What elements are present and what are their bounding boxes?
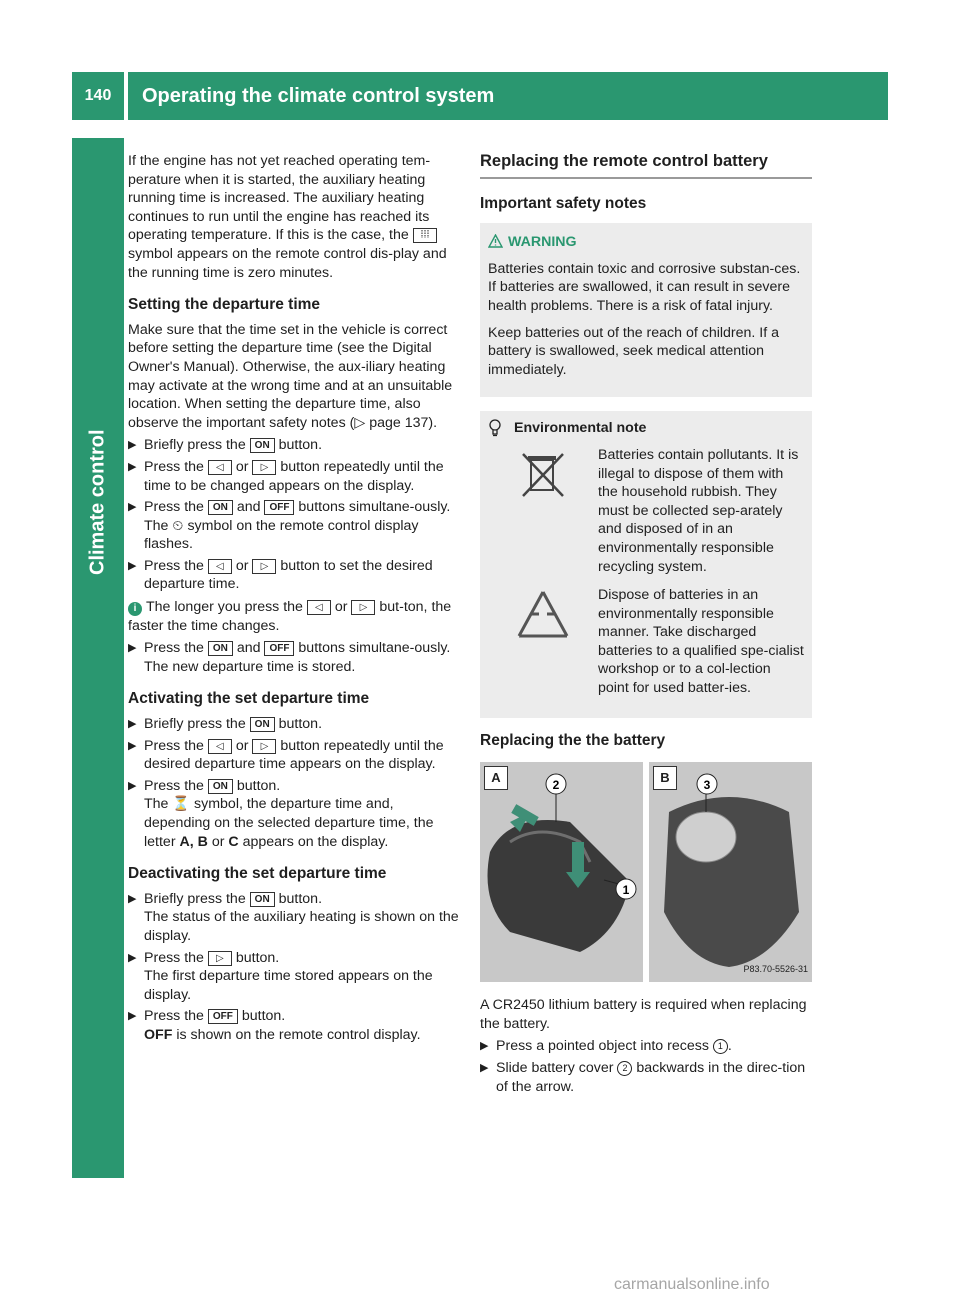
- left-column: [128, 152, 460, 1048]
- step-setting-3: ▶ Press the ON and OFF buttons simultane-ously. The ⏲ symbol on the remote control display flashes.: [128, 499, 451, 553]
- on-key: ON: [208, 500, 233, 515]
- heater-symbol-icon: [413, 228, 437, 243]
- step-activate-3: ▶ Press the ON button. The ⏳ symbol, the departure time and, depending on the selected departure time, the letter A, B or C appears on the display.: [128, 777, 434, 850]
- step-setting-2: ▶ Press the ◁ or ▷ button repeatedly until the time to be changed appears on the display.: [128, 458, 444, 494]
- step-arrow-icon: ▶: [128, 739, 137, 752]
- step-arrow-icon: ▶: [128, 501, 137, 514]
- info-icon: i: [128, 602, 142, 616]
- step-replace-2: ▶ Slide battery cover 2 backwards in the direc-tion of the arrow.: [480, 1060, 806, 1095]
- callout-3: 3: [703, 778, 711, 793]
- triangle-ref-icon: ▷: [354, 414, 366, 431]
- step-arrow-icon: ▶: [128, 951, 137, 964]
- step-arrow-icon: ▶: [128, 460, 137, 473]
- clock-icon: ⏲: [172, 517, 184, 534]
- env-text-1: Batteries contain pollutants. It is illegal to dispose of them with the household rubbish. They must be collected sep-arately and disposed of in an environmentally responsible recycling system.: [598, 446, 799, 575]
- warning-box: [480, 223, 812, 397]
- heading-replacing-remote: Replacing the remote control battery: [480, 152, 812, 179]
- step-deactivate-2: ▶ Press the ▷ button. The first departure time stored appears on the display.: [128, 949, 433, 1003]
- heading-activating: Activating the set departure time: [128, 690, 370, 708]
- right-key: ▷: [252, 559, 276, 574]
- left-key: ◁: [208, 460, 232, 475]
- page-title: Operating the climate control system: [128, 72, 888, 120]
- on-key: ON: [208, 779, 233, 794]
- callout-1: 1: [622, 883, 630, 898]
- step-arrow-icon: ▶: [128, 892, 137, 905]
- battery-figure: [480, 762, 812, 982]
- heading-battery: Replacing the the battery: [480, 731, 666, 749]
- step-arrow-icon: ▶: [128, 559, 137, 572]
- warning-text-1: Batteries contain toxic and corrosive substan-ces. If batteries are swallowed, it can result in severe health problems. There is a risk of fatal injury.: [488, 260, 801, 314]
- step-activate-1: ▶ Briefly press the ON button.: [128, 716, 323, 733]
- info-note: i The longer you press the ◁ or ▷ but-ton, the faster the time changes.: [128, 599, 452, 634]
- step-arrow-icon: ▶: [128, 1010, 137, 1023]
- intro-paragraph: If the engine has not yet reached operating tem-perature when it is started, the auxiliary heating running time is increased. The auxiliary heating continues to run until the engine has reached its operating temperature. If this is the case, the symbol appears on the remote control dis-play and the running time is zero minutes.: [128, 153, 447, 281]
- step-activate-2: ▶ Press the ◁ or ▷ button repeatedly until the desired departure time appears on the display.: [128, 737, 444, 773]
- env-title: Environmental note: [488, 419, 804, 438]
- page-number: 140: [72, 72, 124, 120]
- figure-panel-a: [480, 762, 643, 982]
- callout-ref-1: 1: [713, 1039, 728, 1054]
- on-key: ON: [208, 641, 233, 656]
- off-key: OFF: [264, 500, 294, 515]
- heading-deactivating: Deactivating the set departure time: [128, 865, 387, 883]
- lightbulb-icon: [488, 419, 502, 437]
- right-key: ▷: [351, 600, 375, 615]
- on-key: ON: [250, 717, 275, 732]
- callout-ref-2: 2: [617, 1061, 632, 1076]
- step-arrow-icon: ▶: [128, 439, 137, 452]
- setting-paragraph: Make sure that the time set in the vehicle is correct before setting the departure time (see the Digital Owner's Manual). Otherwise, the aux-iliary heating may activate at the wrong time and at an unsuitable location. When setting the departure time, also observe the important safety notes (▷ page 137).: [128, 321, 453, 431]
- side-label: Climate control: [86, 429, 109, 575]
- callout-2: 2: [552, 778, 560, 793]
- heading-safety: Important safety notes: [480, 194, 647, 212]
- step-replace-1: ▶ Press a pointed object into recess 1 .: [480, 1038, 732, 1055]
- heading-setting: Setting the departure time: [128, 296, 321, 314]
- step-setting-5: ▶ Press the ON and OFF buttons simultane-ously. The new departure time is stored.: [128, 640, 451, 675]
- panel-a-label: A: [484, 766, 508, 790]
- step-deactivate-3: ▶ Press the OFF button. OFF is shown on the remote control display.: [128, 1008, 421, 1043]
- environmental-note-box: [480, 411, 812, 717]
- heater-clock-icon: ⏳: [172, 796, 191, 813]
- right-key: ▷: [252, 460, 276, 475]
- step-arrow-icon: ▶: [128, 642, 137, 655]
- figure-panel-b: [649, 762, 812, 982]
- on-key: ON: [250, 892, 275, 907]
- step-arrow-icon: ▶: [480, 1040, 489, 1053]
- watermark: carmanualsonline.info: [614, 1276, 770, 1293]
- on-key: ON: [250, 438, 275, 453]
- step-arrow-icon: ▶: [480, 1062, 489, 1075]
- left-key: ◁: [208, 559, 232, 574]
- figure-code: P83.70-5526-31: [743, 963, 808, 974]
- crossed-bin-icon: [513, 446, 573, 506]
- recycling-icon: [511, 586, 575, 646]
- step-arrow-icon: ▶: [128, 779, 137, 792]
- right-key: ▷: [252, 739, 276, 754]
- step-arrow-icon: ▶: [128, 718, 137, 731]
- right-key: ▷: [208, 951, 232, 966]
- panel-b-label: B: [653, 766, 677, 790]
- left-key: ◁: [307, 600, 331, 615]
- warning-text-2: Keep batteries out of the reach of children. If a battery is swallowed, seek medical attention immediately.: [488, 324, 780, 378]
- right-column: [480, 152, 812, 1099]
- warning-triangle-icon: [488, 234, 503, 248]
- left-key: ◁: [208, 739, 232, 754]
- off-key: OFF: [264, 641, 294, 656]
- step-setting-4: ▶ Press the ◁ or ▷ button to set the desired departure time.: [128, 557, 433, 593]
- step-deactivate-1: ▶ Briefly press the ON button. The status of the auxiliary heating is shown on the display.: [128, 890, 459, 944]
- env-text-2: Dispose of batteries in an environmentally responsible manner. Take discharged batteries to a qualified spe-cialist workshop or to a col-lection point for used batter-ies.: [598, 587, 804, 697]
- off-key: OFF: [208, 1009, 238, 1024]
- warning-title: WARNING: [488, 233, 804, 252]
- battery-paragraph: A CR2450 lithium battery is required when replacing the battery.: [480, 997, 807, 1032]
- step-setting-1: ▶ Briefly press the ON button.: [128, 437, 323, 454]
